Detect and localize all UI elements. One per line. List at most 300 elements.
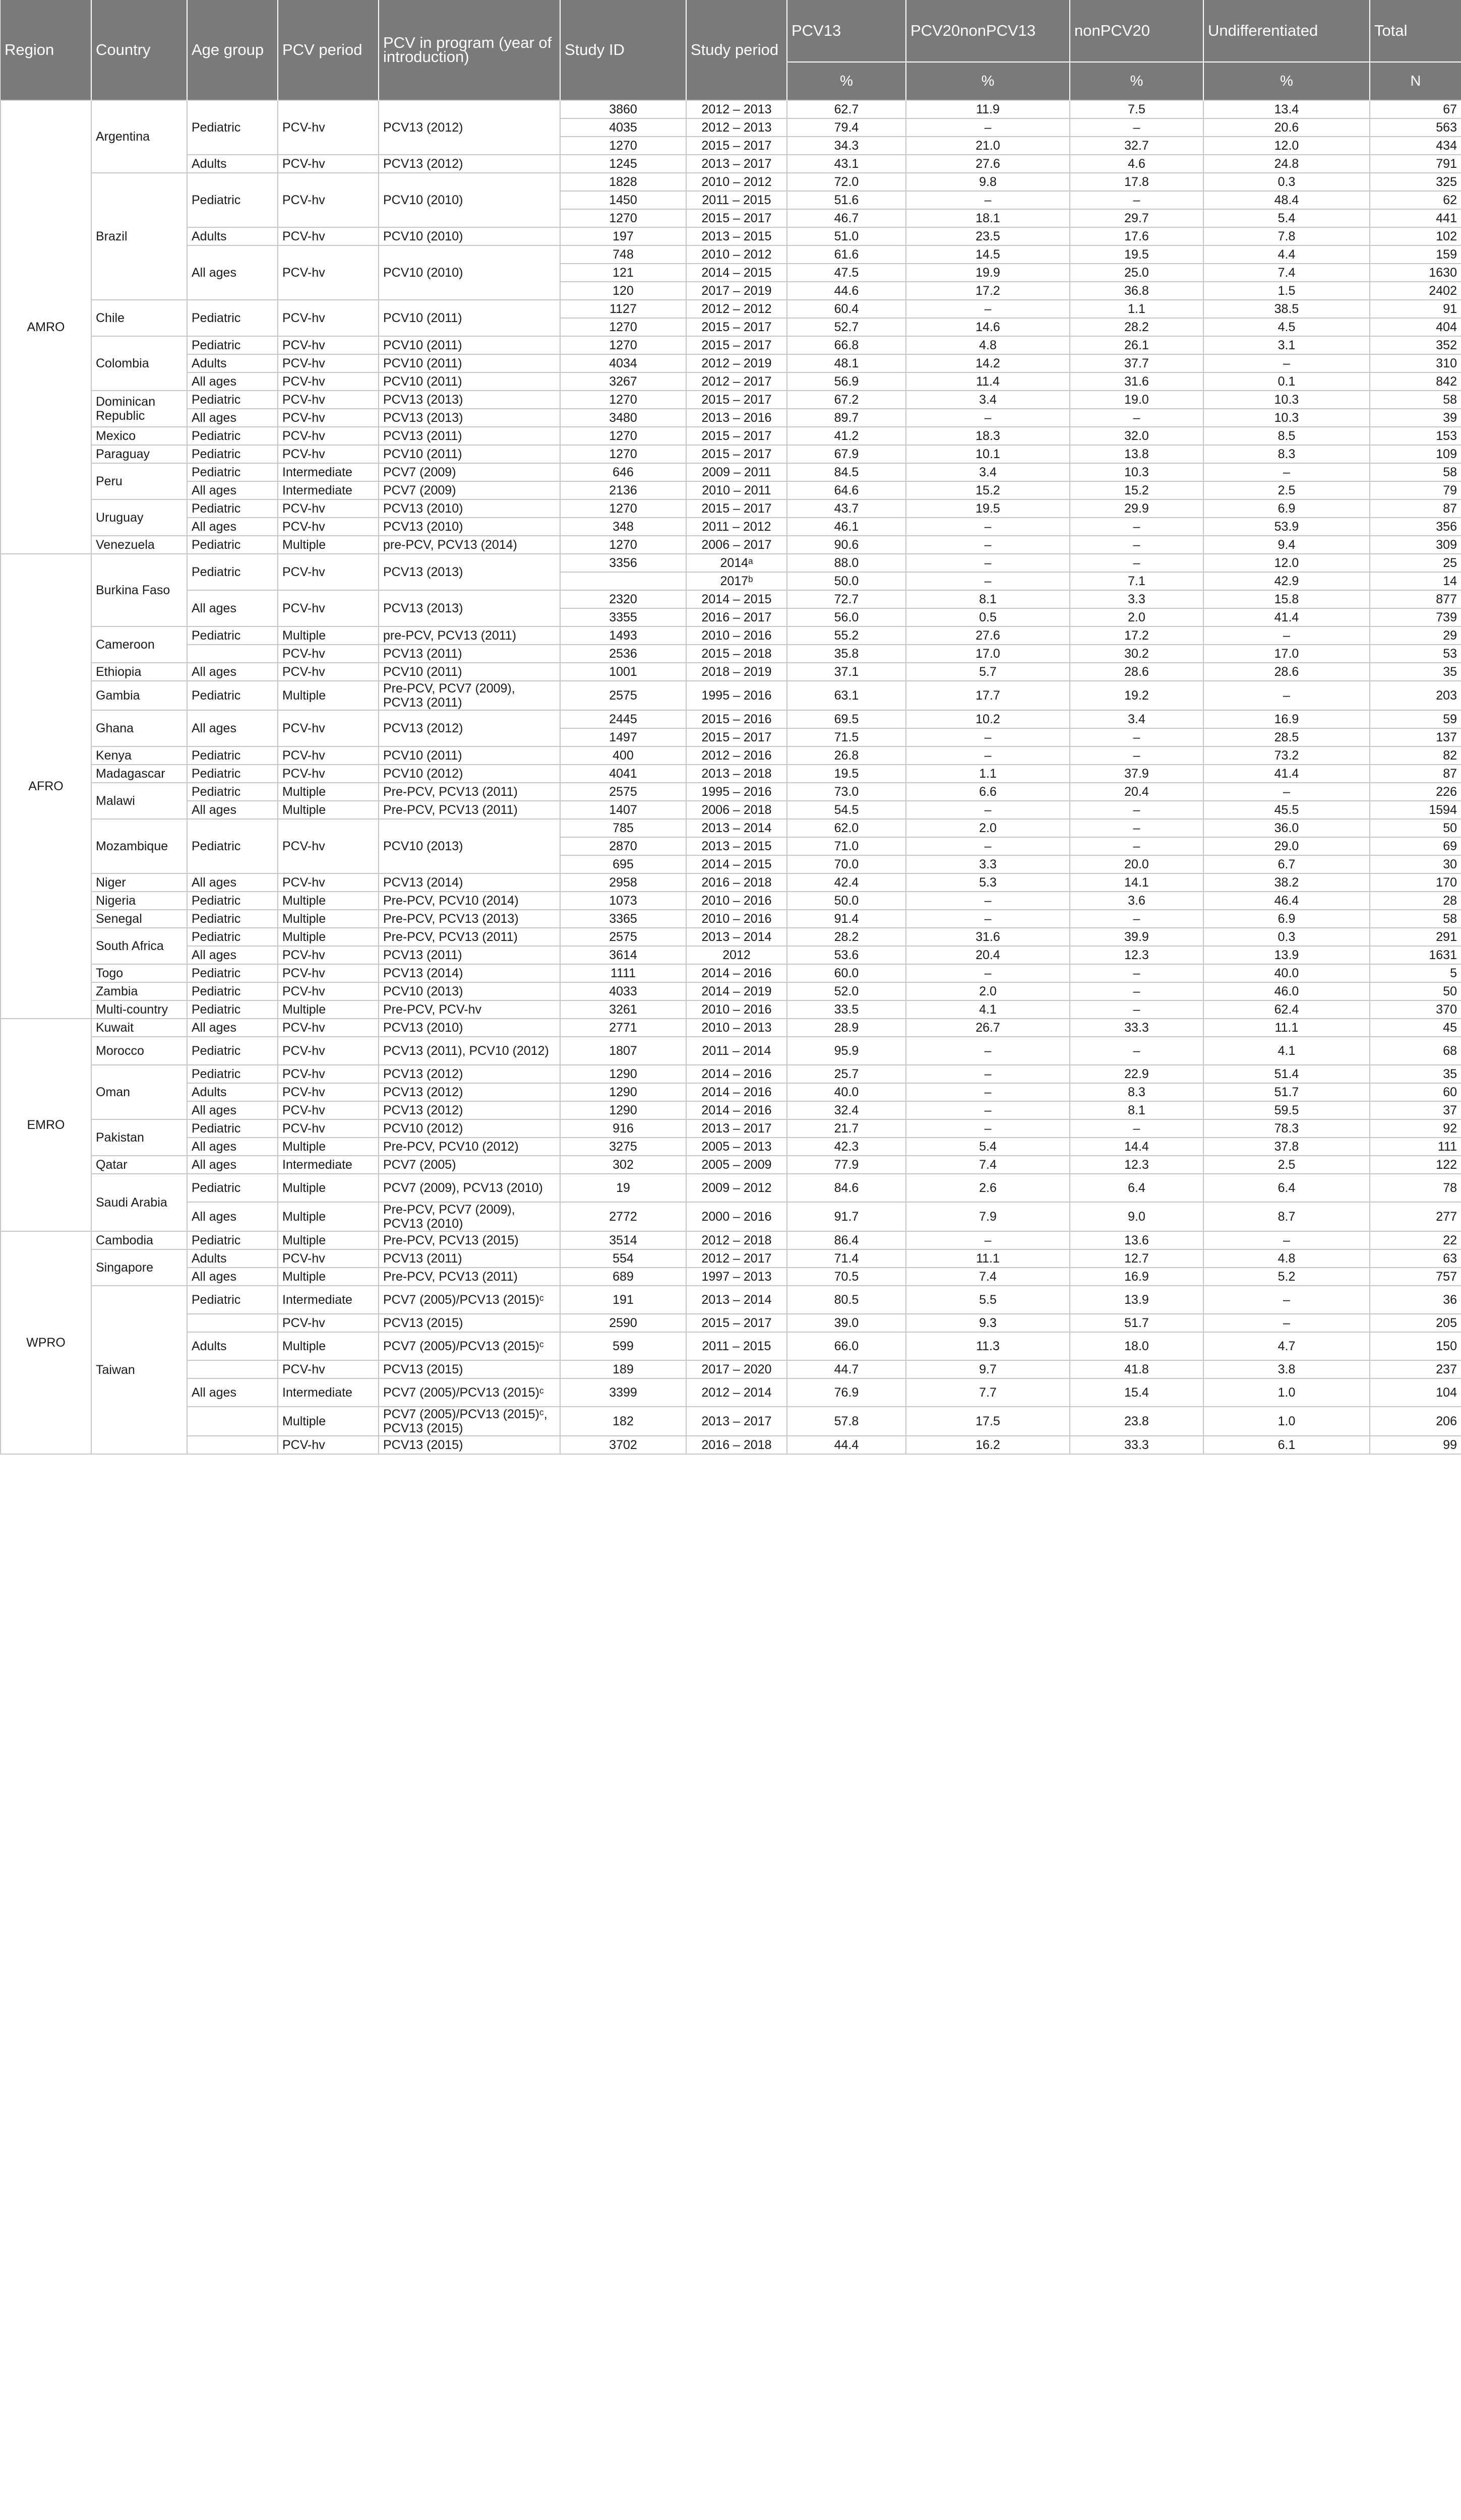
pcv13-pct: 77.9 bbox=[787, 1156, 906, 1174]
study-id: 348 bbox=[560, 518, 686, 536]
undifferentiated-pct: 73.2 bbox=[1203, 746, 1370, 765]
study-period: 2014 – 2016 bbox=[686, 1083, 787, 1101]
pcv20nonpcv13-pct: – bbox=[906, 518, 1070, 536]
total-n: 53 bbox=[1370, 645, 1461, 663]
country-cell: Ghana bbox=[91, 710, 187, 746]
pcv13-pct: 28.2 bbox=[787, 928, 906, 946]
table-row bbox=[1, 1407, 1461, 1436]
pcv20nonpcv13-pct: 26.7 bbox=[906, 1019, 1070, 1037]
pcv-period-cell: PCV-hv bbox=[278, 499, 379, 518]
study-id: 2772 bbox=[560, 1202, 686, 1231]
total-n: 310 bbox=[1370, 354, 1461, 372]
undifferentiated-pct: – bbox=[1203, 626, 1370, 645]
pcv-period-cell: PCV-hv bbox=[278, 1436, 379, 1454]
undifferentiated-pct: 51.7 bbox=[1203, 1083, 1370, 1101]
study-period: 2013 – 2014 bbox=[686, 1286, 787, 1314]
table-row bbox=[1, 227, 1461, 245]
age-group-cell: Pediatric bbox=[187, 554, 278, 590]
study-id: 1270 bbox=[560, 427, 686, 445]
pcv20nonpcv13-pct: 5.4 bbox=[906, 1138, 1070, 1156]
total-n: 35 bbox=[1370, 663, 1461, 681]
age-group-cell: Pediatric bbox=[187, 1000, 278, 1019]
undifferentiated-pct: 4.1 bbox=[1203, 1037, 1370, 1065]
pcv13-pct: 39.0 bbox=[787, 1314, 906, 1332]
total-n: 79 bbox=[1370, 481, 1461, 499]
pcv-program-cell: PCV13 (2013) bbox=[379, 590, 560, 626]
table-row bbox=[1, 1138, 1461, 1156]
age-group-cell: All ages bbox=[187, 801, 278, 819]
total-n: 102 bbox=[1370, 227, 1461, 245]
pcv13-pct: 56.9 bbox=[787, 372, 906, 391]
nonpcv20-pct: 8.1 bbox=[1070, 1101, 1203, 1119]
pcv13-pct: 84.6 bbox=[787, 1174, 906, 1202]
region-cell: EMRO bbox=[1, 1019, 91, 1231]
study-id: 2136 bbox=[560, 481, 686, 499]
pcv20nonpcv13-pct: 10.1 bbox=[906, 445, 1070, 463]
country-cell: Paraguay bbox=[91, 445, 187, 463]
study-id: 302 bbox=[560, 1156, 686, 1174]
table-row bbox=[1, 964, 1461, 982]
total-n: 309 bbox=[1370, 536, 1461, 554]
pcv20nonpcv13-pct: 20.4 bbox=[906, 946, 1070, 964]
study-period: 2010 – 2016 bbox=[686, 1000, 787, 1019]
undifferentiated-pct: 7.8 bbox=[1203, 227, 1370, 245]
pcv13-pct: 54.5 bbox=[787, 801, 906, 819]
nonpcv20-pct: 8.3 bbox=[1070, 1083, 1203, 1101]
pcv20nonpcv13-pct: 27.6 bbox=[906, 626, 1070, 645]
study-id: 1290 bbox=[560, 1065, 686, 1083]
study-id: 1270 bbox=[560, 318, 686, 336]
total-n: 404 bbox=[1370, 318, 1461, 336]
pcv13-pct: 76.9 bbox=[787, 1378, 906, 1407]
undifferentiated-pct: 78.3 bbox=[1203, 1119, 1370, 1138]
study-id: 916 bbox=[560, 1119, 686, 1138]
nonpcv20-pct: 29.7 bbox=[1070, 209, 1203, 227]
undifferentiated-pct: 36.0 bbox=[1203, 819, 1370, 837]
study-id: 1290 bbox=[560, 1083, 686, 1101]
age-group-cell: All ages bbox=[187, 873, 278, 892]
study-id: 4034 bbox=[560, 354, 686, 372]
pcv-program-cell: PCV13 (2011) bbox=[379, 645, 560, 663]
pcv-program-cell: PCV7 (2005)/PCV13 (2015)ᶜ, PCV13 (2015) bbox=[379, 1407, 560, 1436]
undifferentiated-pct: 5.2 bbox=[1203, 1268, 1370, 1286]
table-row bbox=[1, 1174, 1461, 1202]
nonpcv20-pct: – bbox=[1070, 1119, 1203, 1138]
study-period: 2013 – 2014 bbox=[686, 819, 787, 837]
nonpcv20-pct: 10.3 bbox=[1070, 463, 1203, 481]
table-row bbox=[1, 499, 1461, 518]
nonpcv20-pct: 51.7 bbox=[1070, 1314, 1203, 1332]
pcv20nonpcv13-pct: – bbox=[906, 1037, 1070, 1065]
pcv13-pct: 32.4 bbox=[787, 1101, 906, 1119]
pcv20nonpcv13-pct: 5.5 bbox=[906, 1286, 1070, 1314]
total-n: 791 bbox=[1370, 155, 1461, 173]
study-id: 3614 bbox=[560, 946, 686, 964]
pcv-period-cell: PCV-hv bbox=[278, 409, 379, 427]
country-cell: Zambia bbox=[91, 982, 187, 1000]
undifferentiated-pct: 62.4 bbox=[1203, 1000, 1370, 1019]
country-cell: Qatar bbox=[91, 1156, 187, 1174]
table-row bbox=[1, 372, 1461, 391]
table-row bbox=[1, 1156, 1461, 1174]
study-id: 1497 bbox=[560, 728, 686, 746]
study-period: 2014 – 2016 bbox=[686, 1101, 787, 1119]
country-cell: Ethiopia bbox=[91, 663, 187, 681]
total-n: 25 bbox=[1370, 554, 1461, 572]
pcv-program-cell: Pre-PCV, PCV13 (2011) bbox=[379, 928, 560, 946]
pcv13-pct: 72.0 bbox=[787, 173, 906, 191]
header-region: Region bbox=[1, 0, 91, 100]
study-id: 1111 bbox=[560, 964, 686, 982]
table-row bbox=[1, 463, 1461, 481]
pcv13-pct: 44.6 bbox=[787, 282, 906, 300]
undifferentiated-pct: 12.0 bbox=[1203, 137, 1370, 155]
pcv-period-cell: Multiple bbox=[278, 536, 379, 554]
pcv-program-cell: PCV13 (2012) bbox=[379, 1065, 560, 1083]
nonpcv20-pct: – bbox=[1070, 964, 1203, 982]
nonpcv20-pct: 31.6 bbox=[1070, 372, 1203, 391]
total-n: 28 bbox=[1370, 892, 1461, 910]
study-period: 2015 – 2017 bbox=[686, 209, 787, 227]
study-period: 2015 – 2017 bbox=[686, 318, 787, 336]
pcv20nonpcv13-pct: – bbox=[906, 964, 1070, 982]
age-group-cell: Pediatric bbox=[187, 910, 278, 928]
age-group-cell bbox=[187, 1407, 278, 1436]
pcv-period-cell: Multiple bbox=[278, 1407, 379, 1436]
total-n: 67 bbox=[1370, 100, 1461, 118]
study-period: 2010 – 2012 bbox=[686, 173, 787, 191]
pcv-program-cell: PCV10 (2010) bbox=[379, 173, 560, 227]
study-id: 1450 bbox=[560, 191, 686, 209]
pcv13-pct: 64.6 bbox=[787, 481, 906, 499]
pcv-program-cell: Pre-PCV, PCV10 (2014) bbox=[379, 892, 560, 910]
pcv-period-cell: Multiple bbox=[278, 801, 379, 819]
table-row bbox=[1, 1065, 1461, 1083]
study-id: 4035 bbox=[560, 118, 686, 137]
study-id: 120 bbox=[560, 282, 686, 300]
nonpcv20-pct: 18.0 bbox=[1070, 1332, 1203, 1360]
undifferentiated-pct: 59.5 bbox=[1203, 1101, 1370, 1119]
study-id: 748 bbox=[560, 245, 686, 264]
pcv-period-cell: PCV-hv bbox=[278, 663, 379, 681]
country-cell: Togo bbox=[91, 964, 187, 982]
study-id: 3514 bbox=[560, 1231, 686, 1249]
nonpcv20-pct: 32.0 bbox=[1070, 427, 1203, 445]
pcv-period-cell: PCV-hv bbox=[278, 227, 379, 245]
pcv20nonpcv13-pct: 19.9 bbox=[906, 264, 1070, 282]
pcv13-pct: 43.1 bbox=[787, 155, 906, 173]
study-id: 189 bbox=[560, 1360, 686, 1378]
age-group-cell: All ages bbox=[187, 481, 278, 499]
pcv13-pct: 33.5 bbox=[787, 1000, 906, 1019]
study-id: 1245 bbox=[560, 155, 686, 173]
pcv13-pct: 62.0 bbox=[787, 819, 906, 837]
total-n: 63 bbox=[1370, 1249, 1461, 1268]
pcv-period-cell: PCV-hv bbox=[278, 873, 379, 892]
age-group-cell: Pediatric bbox=[187, 536, 278, 554]
study-id: 3365 bbox=[560, 910, 686, 928]
nonpcv20-pct: – bbox=[1070, 409, 1203, 427]
pcv20nonpcv13-pct: 5.3 bbox=[906, 873, 1070, 892]
table-row bbox=[1, 746, 1461, 765]
undifferentiated-pct: 46.4 bbox=[1203, 892, 1370, 910]
nonpcv20-pct: 14.1 bbox=[1070, 873, 1203, 892]
undifferentiated-pct: 17.0 bbox=[1203, 645, 1370, 663]
pcv13-pct: 89.7 bbox=[787, 409, 906, 427]
nonpcv20-pct: 6.4 bbox=[1070, 1174, 1203, 1202]
country-cell: Dominican Republic bbox=[91, 391, 187, 427]
study-period: 2012 – 2019 bbox=[686, 354, 787, 372]
study-period: 2014 – 2016 bbox=[686, 1065, 787, 1083]
country-cell: Brazil bbox=[91, 173, 187, 300]
country-cell: Morocco bbox=[91, 1037, 187, 1065]
undifferentiated-pct: 3.1 bbox=[1203, 336, 1370, 354]
age-group-cell: Pediatric bbox=[187, 681, 278, 710]
pcv-program-cell: pre-PCV, PCV13 (2011) bbox=[379, 626, 560, 645]
study-id: 2536 bbox=[560, 645, 686, 663]
study-period: 2013 – 2017 bbox=[686, 1407, 787, 1436]
study-period: 2013 – 2014 bbox=[686, 928, 787, 946]
pcv20nonpcv13-pct: – bbox=[906, 1083, 1070, 1101]
pcv20nonpcv13-pct: 3.4 bbox=[906, 391, 1070, 409]
undifferentiated-pct: 8.5 bbox=[1203, 427, 1370, 445]
nonpcv20-pct: 37.9 bbox=[1070, 765, 1203, 783]
country-cell: Kenya bbox=[91, 746, 187, 765]
pcv-period-cell: Multiple bbox=[278, 1202, 379, 1231]
header-pcv-program: PCV in program (year of introduction) bbox=[379, 0, 560, 100]
undifferentiated-pct: 2.5 bbox=[1203, 481, 1370, 499]
pcv20nonpcv13-pct: 2.0 bbox=[906, 982, 1070, 1000]
total-n: 82 bbox=[1370, 746, 1461, 765]
pcv13-pct: 73.0 bbox=[787, 783, 906, 801]
total-n: 36 bbox=[1370, 1286, 1461, 1314]
pcv20nonpcv13-pct: 3.3 bbox=[906, 855, 1070, 873]
age-group-cell: Pediatric bbox=[187, 1065, 278, 1083]
undifferentiated-pct: 37.8 bbox=[1203, 1138, 1370, 1156]
table-row bbox=[1, 710, 1461, 728]
country-cell: Madagascar bbox=[91, 765, 187, 783]
table-row bbox=[1, 765, 1461, 783]
age-group-cell: Adults bbox=[187, 1332, 278, 1360]
age-group-cell: Pediatric bbox=[187, 391, 278, 409]
age-group-cell: Adults bbox=[187, 354, 278, 372]
table-row bbox=[1, 1119, 1461, 1138]
study-period: 2013 – 2016 bbox=[686, 409, 787, 427]
table-row bbox=[1, 1019, 1461, 1037]
study-period: 2015 – 2016 bbox=[686, 710, 787, 728]
study-period: 2012 – 2017 bbox=[686, 372, 787, 391]
age-group-cell: All ages bbox=[187, 1202, 278, 1231]
undifferentiated-pct: 0.3 bbox=[1203, 928, 1370, 946]
total-n: 14 bbox=[1370, 572, 1461, 590]
table-row bbox=[1, 1436, 1461, 1454]
pcv20nonpcv13-pct: – bbox=[906, 801, 1070, 819]
pcv20nonpcv13-pct: 17.5 bbox=[906, 1407, 1070, 1436]
nonpcv20-pct: 3.4 bbox=[1070, 710, 1203, 728]
pcv13-pct: 43.7 bbox=[787, 499, 906, 518]
total-n: 842 bbox=[1370, 372, 1461, 391]
age-group-cell: Pediatric bbox=[187, 819, 278, 873]
country-cell: Peru bbox=[91, 463, 187, 499]
table-row bbox=[1, 1231, 1461, 1249]
nonpcv20-pct: – bbox=[1070, 982, 1203, 1000]
pcv13-pct: 66.0 bbox=[787, 1332, 906, 1360]
study-period: 2012 – 2012 bbox=[686, 300, 787, 318]
total-n: 153 bbox=[1370, 427, 1461, 445]
country-cell: Chile bbox=[91, 300, 187, 336]
pcv13-pct: 91.7 bbox=[787, 1202, 906, 1231]
pcv-period-cell: Multiple bbox=[278, 1174, 379, 1202]
table-row bbox=[1, 409, 1461, 427]
pcv-program-cell: Pre-PCV, PCV10 (2012) bbox=[379, 1138, 560, 1156]
undifferentiated-pct: 4.4 bbox=[1203, 245, 1370, 264]
age-group-cell bbox=[187, 1360, 278, 1378]
pcv-period-cell: PCV-hv bbox=[278, 1083, 379, 1101]
pcv-period-cell: PCV-hv bbox=[278, 765, 379, 783]
pcv13-pct: 67.2 bbox=[787, 391, 906, 409]
age-group-cell: Pediatric bbox=[187, 1174, 278, 1202]
pcv-program-cell: PCV13 (2013) bbox=[379, 391, 560, 409]
age-group-cell: All ages bbox=[187, 1378, 278, 1407]
age-group-cell: Adults bbox=[187, 1083, 278, 1101]
table-row bbox=[1, 245, 1461, 264]
pcv-period-cell: PCV-hv bbox=[278, 372, 379, 391]
undifferentiated-pct: 40.0 bbox=[1203, 964, 1370, 982]
study-period: 2012 – 2018 bbox=[686, 1231, 787, 1249]
nonpcv20-pct: 19.5 bbox=[1070, 245, 1203, 264]
age-group-cell: All ages bbox=[187, 372, 278, 391]
study-id: 3399 bbox=[560, 1378, 686, 1407]
pcv-program-cell: PCV10 (2012) bbox=[379, 765, 560, 783]
pcv-program-cell: PCV10 (2013) bbox=[379, 819, 560, 873]
total-n: 29 bbox=[1370, 626, 1461, 645]
study-id: 2320 bbox=[560, 590, 686, 608]
pcv-program-cell: PCV7 (2005)/PCV13 (2015)ᶜ bbox=[379, 1378, 560, 1407]
pcv20nonpcv13-pct: 18.1 bbox=[906, 209, 1070, 227]
pcv-program-cell: PCV13 (2010) bbox=[379, 1019, 560, 1037]
undifferentiated-pct: 8.7 bbox=[1203, 1202, 1370, 1231]
study-period: 2011 – 2014 bbox=[686, 1037, 787, 1065]
pcv13-pct: 84.5 bbox=[787, 463, 906, 481]
total-n: 92 bbox=[1370, 1119, 1461, 1138]
pcv20nonpcv13-pct: 0.5 bbox=[906, 608, 1070, 626]
undifferentiated-pct: 38.5 bbox=[1203, 300, 1370, 318]
undifferentiated-pct: 6.9 bbox=[1203, 910, 1370, 928]
pcv13-pct: 19.5 bbox=[787, 765, 906, 783]
study-id: 197 bbox=[560, 227, 686, 245]
pcv20nonpcv13-pct: 1.1 bbox=[906, 765, 1070, 783]
undifferentiated-pct: 10.3 bbox=[1203, 409, 1370, 427]
pcv20nonpcv13-pct: 7.4 bbox=[906, 1156, 1070, 1174]
undifferentiated-pct: 6.9 bbox=[1203, 499, 1370, 518]
pcv-program-cell: Pre-PCV, PCV13 (2011) bbox=[379, 1268, 560, 1286]
study-period: 2014 – 2015 bbox=[686, 590, 787, 608]
study-id: 2445 bbox=[560, 710, 686, 728]
total-n: 352 bbox=[1370, 336, 1461, 354]
nonpcv20-pct: 37.7 bbox=[1070, 354, 1203, 372]
table-row bbox=[1, 626, 1461, 645]
header-country: Country bbox=[91, 0, 187, 100]
age-group-cell: Pediatric bbox=[187, 1037, 278, 1065]
pcv13-pct: 53.6 bbox=[787, 946, 906, 964]
age-group-cell: All ages bbox=[187, 245, 278, 300]
total-n: 62 bbox=[1370, 191, 1461, 209]
undifferentiated-pct: 53.9 bbox=[1203, 518, 1370, 536]
total-n: 206 bbox=[1370, 1407, 1461, 1436]
total-n: 50 bbox=[1370, 819, 1461, 837]
header-pcv-period: PCV period bbox=[278, 0, 379, 100]
study-period: 2014 – 2015 bbox=[686, 855, 787, 873]
nonpcv20-pct: 17.6 bbox=[1070, 227, 1203, 245]
country-cell: Cambodia bbox=[91, 1231, 187, 1249]
header-study-period: Study period bbox=[686, 0, 787, 100]
pcv20nonpcv13-pct: 17.0 bbox=[906, 645, 1070, 663]
pcv-period-cell: Intermediate bbox=[278, 1286, 379, 1314]
pcv13-pct: 41.2 bbox=[787, 427, 906, 445]
pcv-program-cell: PCV13 (2014) bbox=[379, 964, 560, 982]
unit-total: N bbox=[1370, 62, 1461, 100]
undifferentiated-pct: 42.9 bbox=[1203, 572, 1370, 590]
undifferentiated-pct: 9.4 bbox=[1203, 536, 1370, 554]
pcv-period-cell: PCV-hv bbox=[278, 300, 379, 336]
age-group-cell: Pediatric bbox=[187, 100, 278, 155]
pcv-period-cell: PCV-hv bbox=[278, 1037, 379, 1065]
pcv20nonpcv13-pct: – bbox=[906, 1065, 1070, 1083]
study-id: 1407 bbox=[560, 801, 686, 819]
pcv20nonpcv13-pct: 14.5 bbox=[906, 245, 1070, 264]
pcv-period-cell: Intermediate bbox=[278, 463, 379, 481]
total-n: 291 bbox=[1370, 928, 1461, 946]
pcv13-pct: 44.7 bbox=[787, 1360, 906, 1378]
pcv-period-cell: PCV-hv bbox=[278, 1101, 379, 1119]
undifferentiated-pct: 12.0 bbox=[1203, 554, 1370, 572]
pcv20nonpcv13-pct: – bbox=[906, 837, 1070, 855]
pcv20nonpcv13-pct: 14.2 bbox=[906, 354, 1070, 372]
pcv13-pct: 37.1 bbox=[787, 663, 906, 681]
country-cell: Senegal bbox=[91, 910, 187, 928]
pcv13-pct: 55.2 bbox=[787, 626, 906, 645]
total-n: 69 bbox=[1370, 837, 1461, 855]
nonpcv20-pct: 15.2 bbox=[1070, 481, 1203, 499]
table-body bbox=[1, 100, 1461, 1454]
age-group-cell: Pediatric bbox=[187, 626, 278, 645]
pcv13-pct: 51.6 bbox=[787, 191, 906, 209]
pcv13-pct: 46.7 bbox=[787, 209, 906, 227]
total-n: 91 bbox=[1370, 300, 1461, 318]
pcv20nonpcv13-pct: 27.6 bbox=[906, 155, 1070, 173]
pcv20nonpcv13-pct: 2.6 bbox=[906, 1174, 1070, 1202]
pcv20nonpcv13-pct: 16.2 bbox=[906, 1436, 1070, 1454]
nonpcv20-pct: 39.9 bbox=[1070, 928, 1203, 946]
pcv-period-cell: PCV-hv bbox=[278, 1119, 379, 1138]
total-n: 150 bbox=[1370, 1332, 1461, 1360]
pcv-program-cell: PCV10 (2011) bbox=[379, 663, 560, 681]
pcv-program-cell: PCV7 (2005)/PCV13 (2015)ᶜ bbox=[379, 1332, 560, 1360]
age-group-cell: All ages bbox=[187, 590, 278, 626]
table-row bbox=[1, 1314, 1461, 1332]
pcv-program-cell: PCV7 (2009) bbox=[379, 481, 560, 499]
undifferentiated-pct: 16.9 bbox=[1203, 710, 1370, 728]
pcv-period-cell: PCV-hv bbox=[278, 427, 379, 445]
pcv-period-cell: PCV-hv bbox=[278, 354, 379, 372]
nonpcv20-pct: – bbox=[1070, 1000, 1203, 1019]
undifferentiated-pct: 4.8 bbox=[1203, 1249, 1370, 1268]
age-group-cell: Pediatric bbox=[187, 964, 278, 982]
total-n: 37 bbox=[1370, 1101, 1461, 1119]
pcv-period-cell: PCV-hv bbox=[278, 445, 379, 463]
pcv20nonpcv13-pct: 2.0 bbox=[906, 819, 1070, 837]
pcv13-pct: 42.3 bbox=[787, 1138, 906, 1156]
